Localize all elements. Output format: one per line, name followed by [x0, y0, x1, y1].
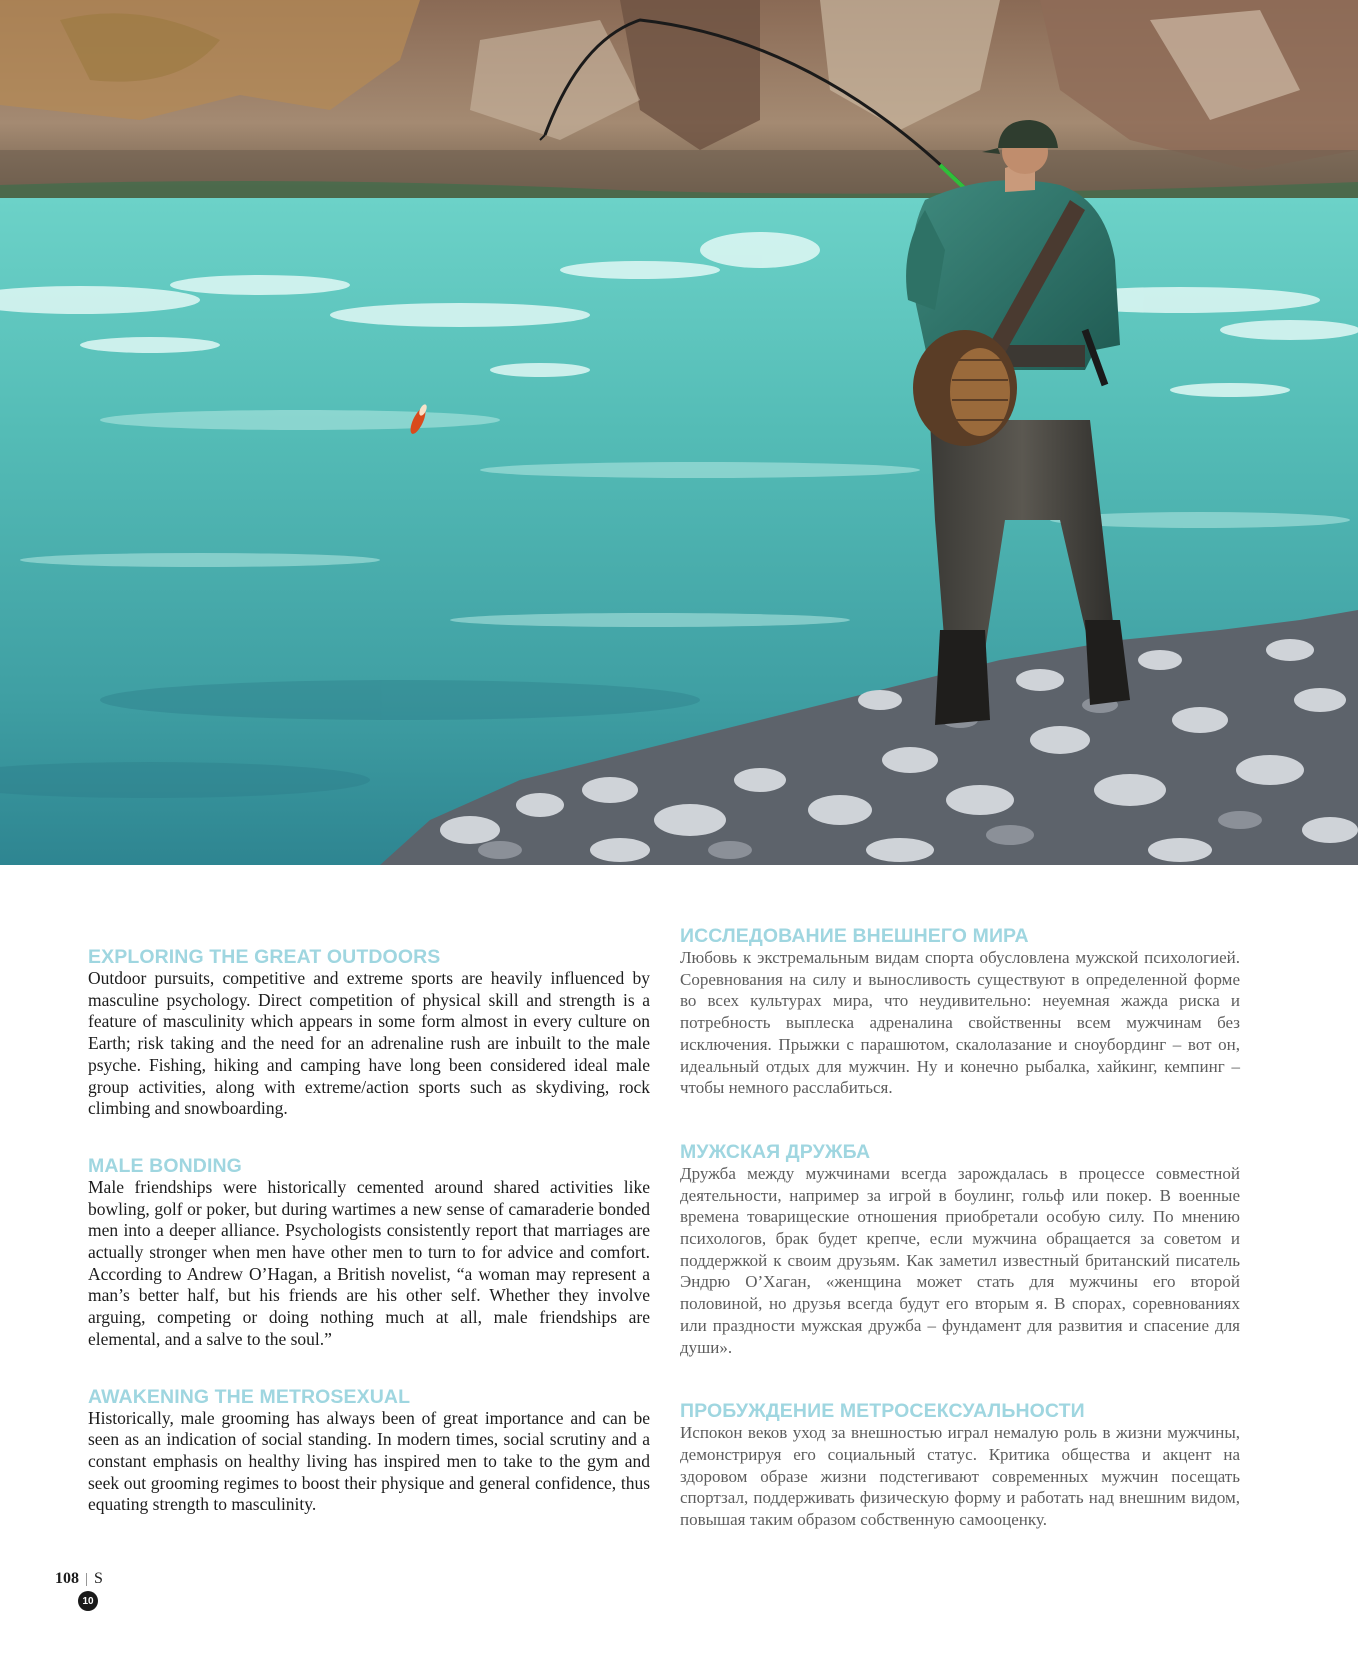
page-folio	[55, 1570, 103, 1588]
page-number: 108	[55, 1570, 79, 1587]
russian-column	[680, 925, 1240, 1531]
section-exploring-outdoors-en	[88, 946, 650, 1120]
folio-separator: |	[85, 1570, 89, 1587]
issue-number-badge: 10	[78, 1591, 98, 1611]
english-column	[88, 946, 650, 1516]
section-body: Outdoor pursuits, competitive and extreme sports are heavily influenced by masculine psychology. Direct competition of physical skill and strength is a feature of masculinity which appears in some form almost in every culture on Earth; risk taking and the need for an adrenaline rush are inbuilt to the male psyche. Fishing, hiking and camping have long been considered ideal male group activities, along with extreme/action sports such as skydiving, rock climbing and snowboarding.	[88, 968, 650, 1119]
section-body: Дружба между мужчинами всегда зарождалась в процессе совместной деятельности, например за игрой в боулинг, гольф или покер. В военные времена товарищеские отношения приобретали особую силу. По мнению психологов, брак будет крепче, если мужчина обращается за советом и поддержкой к своим друзьям. Как заметил известный британский писатель Эндрю О’Хаган, «женщина может стать для мужчины его второй половиной, но друзья всегда будут его вторым я. В спорах, соревнованиях или праздности мужская дружба – фундамент для развития и спасение для души».	[680, 1163, 1240, 1357]
section-body: Испокон веков уход за внешностью играл немалую роль в жизни мужчины, демонстрируя его социальный статус. Критика общества и акцент на здоровом образе жизни подстегивают современных мужчин посещать спортзал, поддерживать физическую форму и работать над внешним видом, повышая таким образом собственную самооценку.	[680, 1423, 1240, 1530]
section-heading: ИССЛЕДОВАНИЕ ВНЕШНЕГО МИРА	[680, 925, 1029, 947]
section-body: Historically, male grooming has always been of great importance and can be seen as an indication of social standing. In modern times, social scrutiny and a constant emphasis on healthy living has inspired men to take to the gym and seek out grooming regimes to boost their physique and general confidence, thus equating strength to masculinity.	[88, 1407, 650, 1515]
section-metrosexual-en	[88, 1386, 650, 1517]
section-body: Male friendships were historically cemented around shared activities like bowling, golf or poker, but during wartimes a new sense of camaraderie bonded men into a deeper alliance. Psychologists consistently report that marriages are actually stronger when men have other men to turn to for advice and comfort. According to Andrew O’Hagan, a British novelist, “a woman may represent a man’s better half, but his friends are his other self. Whether they involve arguing, competing or doing nothing much at all, male friendships are elemental, and a salve to the soul.”	[88, 1176, 650, 1349]
section-heading: AWAKENING THE METROSEXUAL	[88, 1385, 411, 1408]
section-heading: ПРОБУЖДЕНИЕ МЕТРОСЕКСУАЛЬНОСТИ	[680, 1400, 1085, 1423]
section-heading: MALE BONDING	[88, 1154, 242, 1177]
section-male-bonding-ru	[680, 1141, 1240, 1358]
section-body: Любовь к экстремальным видам спорта обусловлена мужской психологией. Соревнования на силу и выносливость существуют в определенной форме во всех культурах мира, что неудивительно: неуемная жажда риска и потребность выплеска адреналина свойственны всем мужчинам без исключения. Прыжки с парашютом, скалолазание и сноубординг – вот он, идеальный отдых для мужчин. Ну и конечно рыбалка, хайкинг, кемпинг – чтобы немного расслабиться.	[680, 948, 1240, 1098]
section-male-bonding-en	[88, 1155, 650, 1351]
section-metrosexual-ru	[680, 1400, 1240, 1531]
section-exploring-outdoors-ru	[680, 925, 1240, 1099]
section-heading: EXPLORING THE GREAT OUTDOORS	[88, 946, 441, 968]
magazine-logo-letter: S	[94, 1570, 103, 1587]
section-heading: МУЖСКАЯ ДРУЖБА	[680, 1140, 871, 1163]
